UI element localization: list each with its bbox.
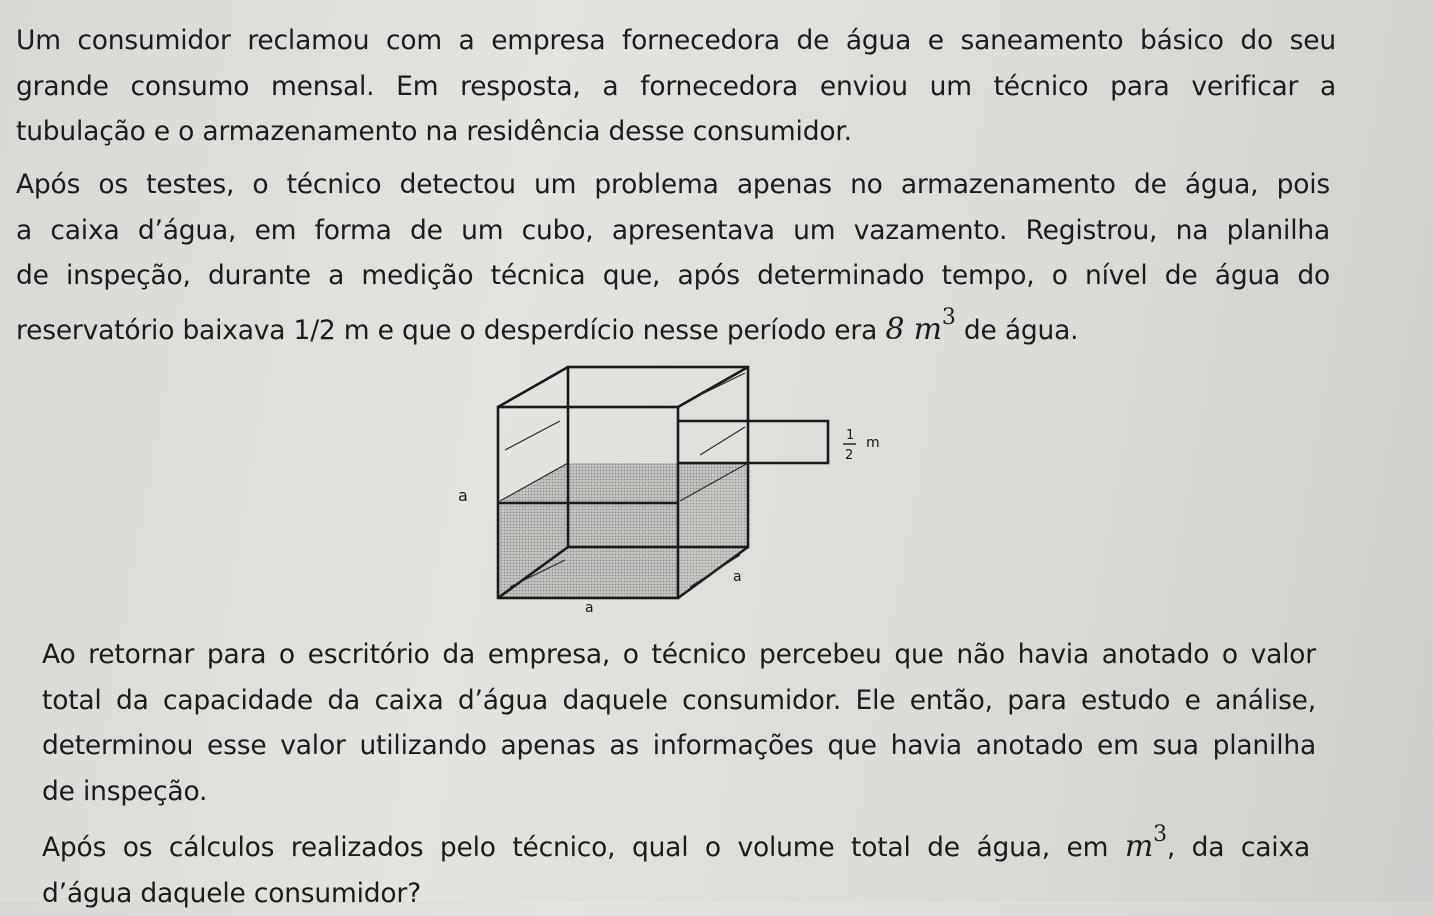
intro-paragraph xyxy=(16,18,1336,155)
waste-volume-exponent: 3 xyxy=(942,305,956,330)
return-line-3: determinou esse valor utilizando apenas as informações que havia anotado em sua planilha xyxy=(42,723,1316,769)
intro-line-2: grande consumo mensal. Em resposta, a fornecedora enviou um técnico para verificar a xyxy=(16,64,1336,110)
question-line-1-end: , da caixa xyxy=(1167,832,1310,863)
question-paragraph xyxy=(42,816,1310,916)
inspection-line-1: Após os testes, o técnico detectou um problema apenas no armazenamento de água, pois xyxy=(16,162,1330,208)
cube-edge-top-right xyxy=(678,367,748,407)
label-depth-a: a xyxy=(733,569,742,585)
label-unit: m xyxy=(866,435,880,451)
question-line-2: d’água daquele consumidor? xyxy=(42,871,1310,916)
inspection-line-4 xyxy=(16,299,1330,354)
question-line-1-text: Após os cálculos realizados pelo técnico, qual o volume total de água, em xyxy=(42,832,1125,863)
unit-math xyxy=(1125,829,1167,864)
inspection-line-3: de inspeção, durante a medição técnica que, após determinado tempo, o nível de água do xyxy=(16,253,1330,299)
intro-line-3: tubulação e o armazenamento na residência desse consumidor. xyxy=(16,109,1336,155)
cube-diagram xyxy=(440,355,900,625)
waste-volume-base: 8 m xyxy=(885,312,941,347)
hint-line-top xyxy=(700,373,745,395)
question-line-1 xyxy=(42,816,1310,871)
waste-volume-math xyxy=(885,312,955,347)
return-line-4: de inspeção. xyxy=(42,769,1316,815)
lost-water-box xyxy=(678,421,828,463)
intro-line-1: Um consumidor reclamou com a empresa fornecedora de água e saneamento básico do seu xyxy=(16,18,1336,64)
label-left-a: a xyxy=(458,486,468,505)
label-fraction-den: 2 xyxy=(845,448,853,463)
water-front xyxy=(498,503,678,598)
hint-line-upper-left xyxy=(505,421,560,450)
inspection-line-4-text: reservatório baixava 1/2 m e que o desperdício nesse período era xyxy=(16,315,885,346)
return-line-1: Ao retornar para o escritório da empresa, o técnico percebeu que não havia anotado o valor xyxy=(42,632,1316,678)
inspection-line-4-end: de água. xyxy=(956,315,1079,346)
inspection-paragraph xyxy=(16,162,1330,353)
label-fraction-num: 1 xyxy=(846,428,854,443)
hint-line-upper-right xyxy=(700,427,745,455)
return-line-2: total da capacidade da caixa d’água daquele consumidor. Ele então, para estudo e análise, xyxy=(42,678,1316,724)
cube-diagram-svg xyxy=(440,355,900,625)
unit-math-base: m xyxy=(1125,829,1153,864)
cube-edge-top-left xyxy=(498,367,568,407)
unit-math-exponent: 3 xyxy=(1153,822,1167,847)
return-paragraph xyxy=(42,632,1316,814)
label-bottom-a: a xyxy=(585,600,594,616)
inspection-line-2: a caixa d’água, em forma de um cubo, apresentava um vazamento. Registrou, na planilha xyxy=(16,208,1330,254)
